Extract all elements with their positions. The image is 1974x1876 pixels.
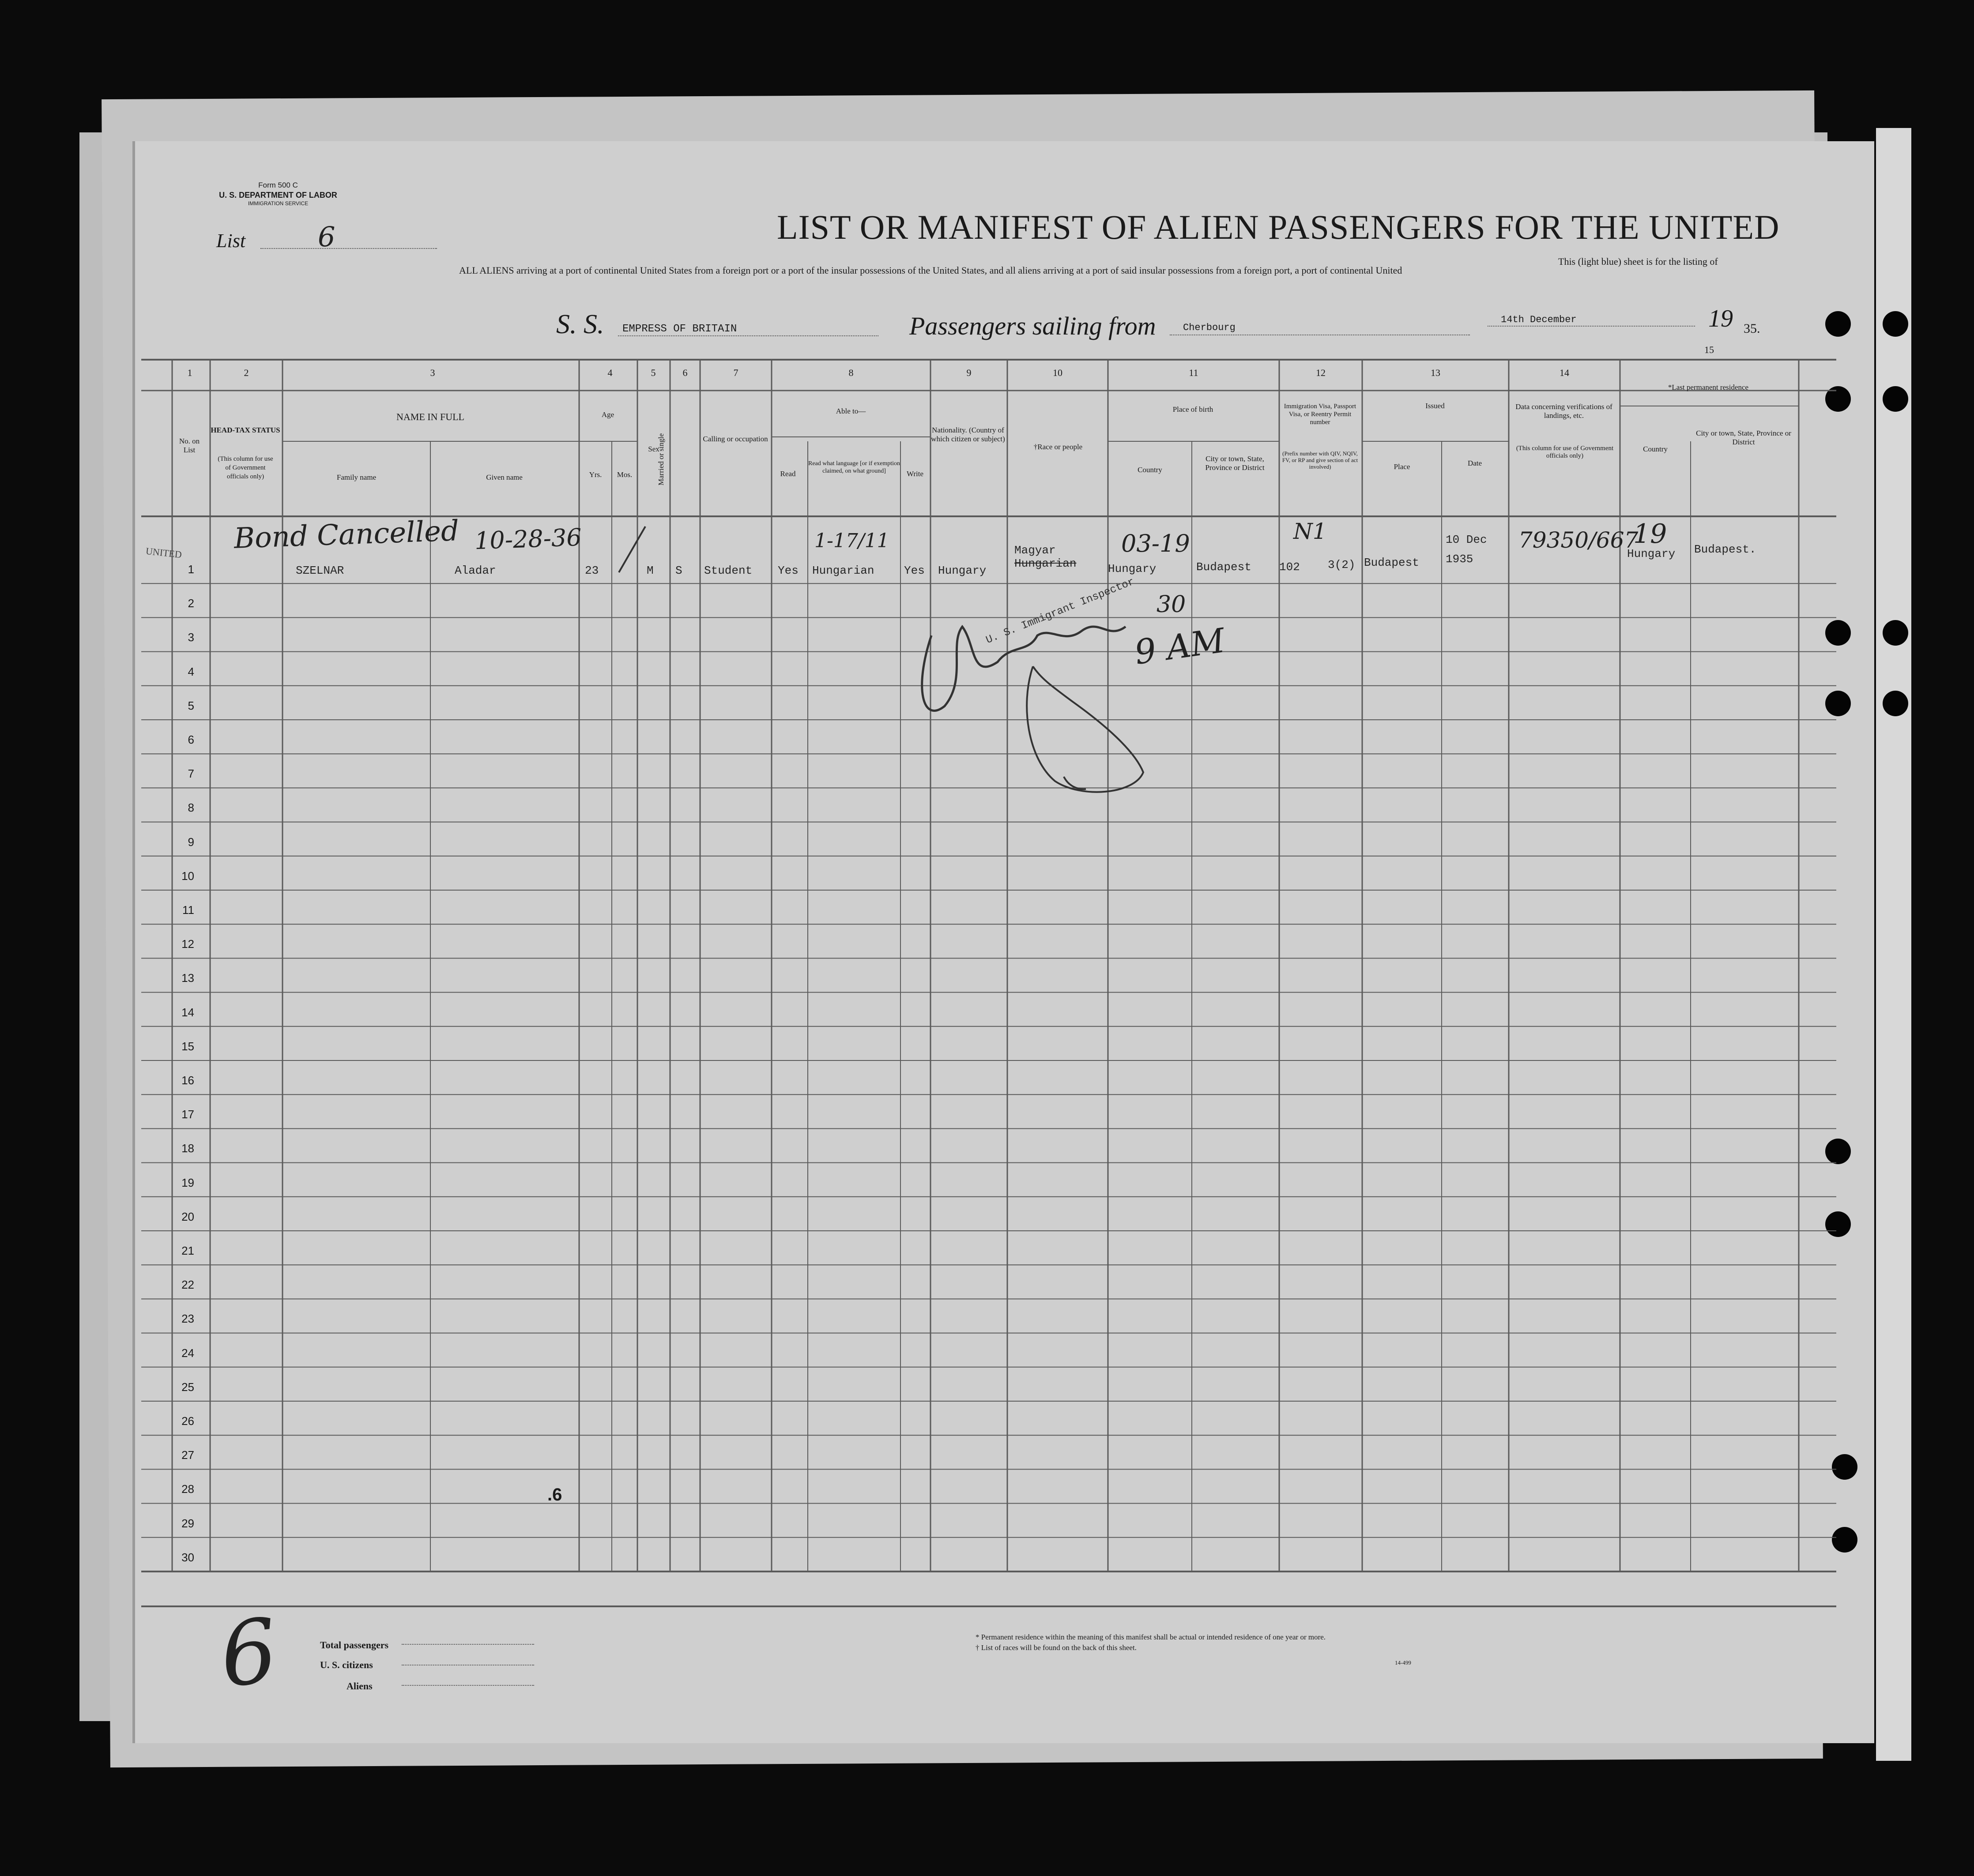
res-code-note: 19: [1633, 519, 1667, 549]
row-number: 2: [188, 597, 194, 610]
mos-header: Mos.: [617, 470, 633, 479]
subtitle-line2: This (light blue) sheet is for the listing of: [1558, 256, 1718, 267]
row-number: 20: [181, 1210, 194, 1223]
occupation-cell: Student: [704, 564, 753, 577]
row-number: 18: [181, 1142, 194, 1155]
race-struck-cell: Hungarian: [1014, 557, 1077, 570]
sailing-date: 14th December: [1501, 314, 1577, 325]
marital-cell: S: [675, 564, 682, 577]
row-number: 16: [181, 1074, 194, 1087]
birth-city-header: City or town, State, Province or District: [1205, 455, 1265, 472]
age-header: Age: [601, 410, 614, 419]
visa-code-note: N1: [1293, 519, 1327, 544]
row-number: 23: [181, 1312, 194, 1326]
list-label: List: [216, 230, 246, 252]
row-number: 3: [188, 631, 194, 644]
sex-cell: M: [647, 564, 654, 577]
visa-section-cell: 3(2): [1328, 558, 1356, 571]
column-number: 4: [607, 367, 613, 378]
ship-name: EMPRESS OF BRITAIN: [622, 323, 737, 335]
row-number: 22: [181, 1278, 194, 1292]
row-number: 29: [181, 1516, 194, 1530]
write-header: Write: [906, 470, 924, 478]
race-header: †Race or people: [1033, 443, 1083, 451]
given-name-cell: Aladar: [455, 564, 496, 577]
issued-place-cell: Budapest: [1364, 556, 1419, 569]
res-city-header: City or town, State, Province or District: [1696, 429, 1791, 446]
read-language-header: Read what language [or if exemption claimed, on what ground]: [808, 460, 900, 474]
united-stamp: UNITED: [145, 545, 183, 560]
subtitle-line1: ALL ALIENS arriving at a port of continental United States from a foreign port or a port of the insular possessions of the United States, and all aliens arriving at a port of said insular possessions from a foreign port, a port of continental United: [459, 265, 1402, 276]
row-number: 5: [188, 699, 194, 712]
family-name-cell: SZELNAR: [296, 564, 344, 577]
last-residence-header: *Last permanent residence: [1668, 383, 1749, 391]
column-number: 8: [848, 367, 854, 378]
calling-header: Calling or occupation: [703, 435, 768, 443]
inspector-label: U. S. Immigrant Inspector: [984, 576, 1136, 647]
bond-cancelled-note: Bond Cancelled: [233, 515, 460, 555]
race-added-cell: Magyar: [1014, 544, 1056, 557]
row-number: 11: [182, 903, 194, 917]
birth-country-header: Country: [1138, 466, 1162, 474]
res-city-cell: Budapest.: [1694, 543, 1756, 556]
total-passengers-label: Total passengers: [320, 1639, 389, 1650]
column-number: 10: [1053, 367, 1062, 378]
write-cell: Yes: [904, 564, 925, 577]
landings-header: Data concerning verifications of landings, etc.: [1515, 402, 1612, 420]
nationality-cell: Hungary: [938, 564, 987, 577]
row-number: 17: [181, 1108, 194, 1121]
place-of-birth-header: Place of birth: [1172, 405, 1213, 414]
nationality-header: Nationality. (Country of which citizen or subject): [931, 426, 1005, 443]
row-number: 26: [181, 1414, 194, 1428]
year-suffix: 35.: [1744, 321, 1760, 336]
column-number: 6: [682, 367, 688, 378]
landings-note: (This column for use of Government officials only): [1516, 445, 1614, 459]
aliens-label: Aliens: [347, 1681, 373, 1692]
row-number: 30: [181, 1550, 194, 1564]
row-number: 25: [181, 1380, 194, 1394]
row-number: 8: [188, 801, 194, 815]
column-number: 1: [187, 367, 192, 378]
row-number: 27: [181, 1448, 194, 1462]
column-number: 11: [1189, 367, 1198, 378]
sailing-label: Passengers sailing from: [909, 312, 1156, 340]
given-name-header: Given name: [486, 473, 523, 481]
row-number: 21: [181, 1244, 194, 1257]
column-number: 13: [1431, 367, 1440, 378]
footnote-residence: * Permanent residence within the meaning of this manifest shall be actual or intended residence of one year or more.: [976, 1633, 1326, 1641]
total-passengers-line: [402, 1644, 534, 1645]
row-number: 7: [188, 767, 194, 781]
sex-header: Sex: [648, 445, 659, 453]
row-number: 10: [181, 869, 194, 883]
read-mark-note: 1-17/11: [814, 530, 889, 552]
bond-date-note: 10-28-36: [474, 523, 582, 555]
column-number: 3: [430, 367, 435, 378]
aliens-line: [402, 1685, 534, 1686]
able-to-header: Able to—: [836, 407, 866, 415]
row-number: 1: [188, 563, 194, 576]
form-number: Form 500 C: [258, 181, 298, 189]
ss-label: S. S.: [556, 309, 604, 339]
column-number: 2: [244, 367, 249, 378]
footer-form-code: 14-499: [1395, 1659, 1411, 1666]
landing-code-note: 79350/667: [1518, 527, 1639, 553]
page-title: LIST OR MANIFEST OF ALIEN PASSENGERS FOR THE UNITED: [777, 208, 1780, 246]
column-number: 7: [733, 367, 738, 378]
issued-date-header: Date: [1467, 459, 1482, 467]
column-number: 12: [1316, 367, 1326, 378]
res-country-cell: Hungary: [1627, 547, 1676, 560]
visa-header: Immigration Visa, Passport Visa, or Reentry Permit number: [1284, 403, 1356, 426]
row-number: 24: [181, 1346, 194, 1360]
row-number: 12: [181, 937, 194, 951]
visa-cell: 102: [1279, 560, 1300, 574]
row-number: 4: [188, 665, 194, 678]
read-header: Read: [780, 470, 796, 478]
row-number: 19: [181, 1176, 194, 1189]
yrs-header: Yrs.: [589, 470, 602, 479]
head-tax-header: HEAD-TAX STATUS: [211, 426, 280, 434]
issued-year-cell: 1935: [1446, 553, 1473, 566]
birth-country-cell: Hungary: [1108, 562, 1157, 575]
row-number: 13: [181, 971, 194, 985]
head-tax-note: (This column for use of Government officials only): [218, 455, 273, 480]
read-cell: Yes: [778, 564, 799, 577]
row-number: 15: [181, 1039, 194, 1053]
birth-city-cell: Budapest: [1196, 560, 1251, 574]
row-number: 6: [188, 733, 194, 746]
stamp-number: 30: [1157, 591, 1186, 618]
us-citizens-label: U. S. citizens: [320, 1659, 373, 1670]
year-prefix: 19: [1708, 305, 1733, 332]
age-yrs-cell: 23: [585, 564, 599, 577]
department: U. S. DEPARTMENT OF LABOR: [219, 191, 337, 199]
married-header: Married or single: [657, 433, 665, 485]
list-number: 6: [318, 221, 335, 253]
column-number: 9: [966, 367, 972, 378]
column-number: 14: [1560, 367, 1569, 378]
row-number: 14: [181, 1005, 194, 1019]
family-name-header: Family name: [336, 473, 377, 481]
large-six-mark: 6: [215, 1599, 283, 1708]
issued-header: Issued: [1425, 402, 1445, 410]
row-number: 9: [188, 835, 194, 849]
sailing-port: Cherbourg: [1183, 322, 1236, 333]
row-number: 28: [181, 1482, 194, 1496]
list-count-mark: .6: [547, 1485, 562, 1504]
res-country-header: Country: [1643, 445, 1668, 453]
name-in-full-header: NAME IN FULL: [396, 411, 464, 422]
footnote-races: † List of races will be found on the back of this sheet.: [976, 1643, 1137, 1652]
visa-note: (Prefix number with QIV, NQIV, FV, or RP and give section of act involved): [1282, 450, 1358, 470]
column-number: 15: [1704, 344, 1714, 355]
column-number: 5: [651, 367, 656, 378]
no-on-list-header: No. on List: [179, 437, 200, 454]
issued-day-cell: 10 Dec: [1446, 533, 1487, 546]
birth-code-note: 03-19: [1121, 530, 1190, 557]
service: IMMIGRATION SERVICE: [248, 200, 309, 207]
issued-place-header: Place: [1394, 462, 1410, 471]
language-cell: Hungarian: [812, 564, 874, 577]
inspector-signature-stamp: [896, 591, 1214, 812]
stamp-time: 9 AM: [1132, 620, 1228, 672]
